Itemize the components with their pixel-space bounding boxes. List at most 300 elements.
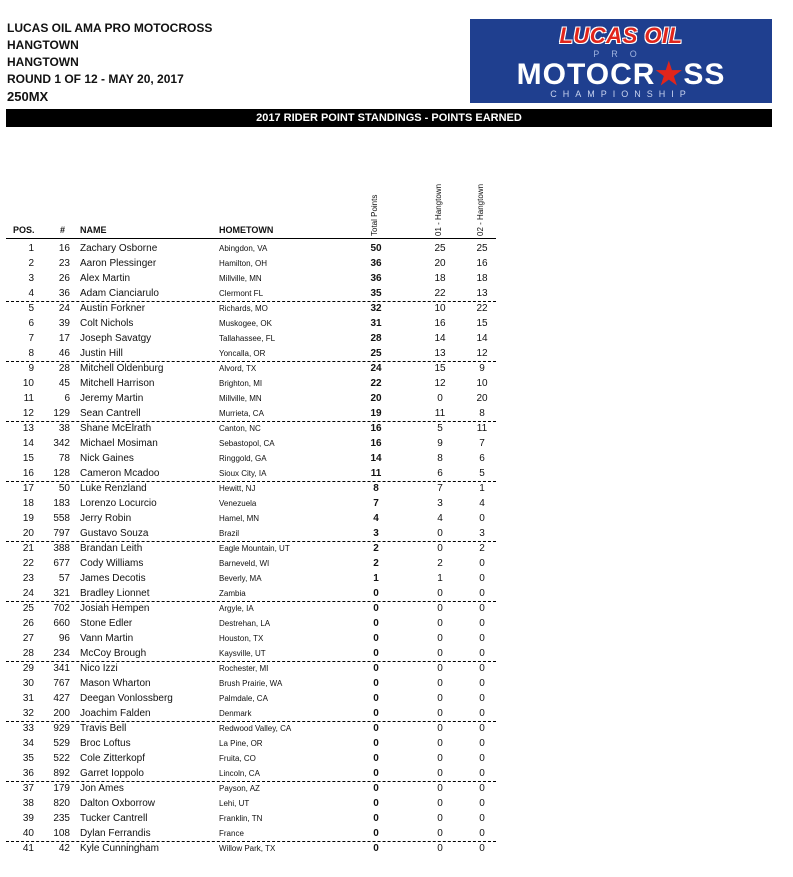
table-row bbox=[0, 571, 500, 586]
cell-num: 38 bbox=[58, 423, 70, 434]
cell-num: 17 bbox=[58, 333, 70, 344]
cell-hometown: Tallahassee, FL bbox=[219, 334, 276, 343]
cell-hometown: Argyle, IA bbox=[219, 604, 254, 613]
cell-num: 522 bbox=[53, 753, 70, 764]
cell-pos: 37 bbox=[22, 783, 34, 794]
table-row bbox=[0, 721, 500, 736]
cell-num: 179 bbox=[53, 783, 70, 794]
cell-r2: 22 bbox=[476, 303, 488, 314]
col-round-1: 01 - Hangtown bbox=[434, 183, 443, 236]
table-row bbox=[0, 586, 500, 601]
cell-pos: 22 bbox=[22, 558, 34, 569]
cell-num: 427 bbox=[53, 693, 70, 704]
table-row bbox=[0, 316, 500, 331]
cell-r1: 0 bbox=[437, 648, 443, 659]
cell-r2: 15 bbox=[476, 318, 488, 329]
cell-r2: 0 bbox=[479, 708, 485, 719]
table-row bbox=[0, 601, 500, 616]
cell-r2: 0 bbox=[479, 678, 485, 689]
cell-r1: 25 bbox=[434, 243, 446, 254]
table-row bbox=[0, 811, 500, 826]
cell-total: 1 bbox=[373, 573, 379, 584]
cell-name: Dylan Ferrandis bbox=[80, 828, 151, 839]
table-row bbox=[0, 631, 500, 646]
cell-num: 558 bbox=[53, 513, 70, 524]
cell-name: Dalton Oxborrow bbox=[80, 798, 156, 809]
cell-num: 50 bbox=[58, 483, 70, 494]
cell-hometown: Hamilton, OH bbox=[219, 259, 268, 268]
cell-name: Michael Mosiman bbox=[80, 438, 158, 449]
cell-num: 36 bbox=[58, 288, 70, 299]
cell-total: 0 bbox=[373, 843, 379, 854]
cell-total: 0 bbox=[373, 723, 379, 734]
cell-num: 797 bbox=[53, 528, 70, 539]
class-label: 250MX bbox=[7, 89, 49, 104]
cell-r2: 0 bbox=[479, 633, 485, 644]
cell-num: 108 bbox=[53, 828, 70, 839]
cell-hometown: Ringgold, GA bbox=[219, 454, 267, 463]
table-row bbox=[0, 826, 500, 841]
cell-r1: 0 bbox=[437, 618, 443, 629]
cell-total: 50 bbox=[370, 243, 382, 254]
cell-num: 702 bbox=[53, 603, 70, 614]
cell-num: 39 bbox=[58, 318, 70, 329]
table-row bbox=[0, 286, 500, 301]
cell-total: 0 bbox=[373, 768, 379, 779]
cell-num: 46 bbox=[58, 348, 70, 359]
logo-lucas-oil: LUCAS OIL bbox=[559, 23, 683, 48]
cell-pos: 41 bbox=[22, 843, 34, 854]
cell-num: 183 bbox=[53, 498, 70, 509]
cell-r2: 6 bbox=[479, 453, 485, 464]
cell-num: 24 bbox=[58, 303, 70, 314]
table-row bbox=[0, 781, 500, 796]
cell-total: 0 bbox=[373, 693, 379, 704]
table-row bbox=[0, 271, 500, 286]
cell-total: 8 bbox=[373, 483, 379, 494]
cell-r2: 0 bbox=[479, 693, 485, 704]
table-row bbox=[0, 256, 500, 271]
table-row bbox=[0, 331, 500, 346]
cell-total: 0 bbox=[373, 603, 379, 614]
cell-r1: 0 bbox=[437, 783, 443, 794]
cell-pos: 6 bbox=[28, 318, 34, 329]
cell-total: 20 bbox=[370, 393, 382, 404]
cell-r2: 0 bbox=[479, 618, 485, 629]
cell-total: 25 bbox=[370, 348, 382, 359]
cell-hometown: Murrieta, CA bbox=[219, 409, 264, 418]
logo-championship: CHAMPIONSHIP bbox=[550, 89, 692, 99]
cell-hometown: Houston, TX bbox=[219, 634, 264, 643]
cell-total: 0 bbox=[373, 738, 379, 749]
cell-r2: 11 bbox=[476, 423, 488, 434]
cell-name: Nico Izzi bbox=[80, 663, 118, 674]
cell-total: 2 bbox=[373, 558, 379, 569]
cell-num: 388 bbox=[53, 543, 70, 554]
cell-r1: 16 bbox=[434, 318, 446, 329]
cell-pos: 9 bbox=[28, 363, 34, 374]
cell-name: Travis Bell bbox=[80, 723, 127, 734]
logo-pro: PRO bbox=[593, 49, 649, 59]
cell-name: Tucker Cantrell bbox=[80, 813, 148, 824]
cell-hometown: Kaysville, UT bbox=[219, 649, 266, 658]
cell-pos: 8 bbox=[28, 348, 34, 359]
cell-pos: 38 bbox=[22, 798, 34, 809]
cell-total: 7 bbox=[373, 498, 379, 509]
cell-total: 0 bbox=[373, 618, 379, 629]
table-row bbox=[0, 556, 500, 571]
cell-hometown: Palmdale, CA bbox=[219, 694, 268, 703]
cell-r2: 20 bbox=[476, 393, 488, 404]
cell-num: 235 bbox=[53, 813, 70, 824]
cell-hometown: Millville, MN bbox=[219, 274, 262, 283]
cell-total: 22 bbox=[370, 378, 382, 389]
cell-r1: 22 bbox=[434, 288, 446, 299]
cell-num: 23 bbox=[58, 258, 70, 269]
cell-pos: 27 bbox=[22, 633, 34, 644]
cell-r2: 25 bbox=[476, 243, 488, 254]
cell-r1: 0 bbox=[437, 603, 443, 614]
cell-hometown: Willow Park, TX bbox=[219, 844, 276, 853]
table-row bbox=[0, 436, 500, 451]
table-row bbox=[0, 541, 500, 556]
cell-r1: 8 bbox=[437, 453, 443, 464]
cell-hometown: Clermont FL bbox=[219, 289, 264, 298]
cell-pos: 28 bbox=[22, 648, 34, 659]
cell-pos: 11 bbox=[23, 393, 34, 404]
cell-pos: 24 bbox=[22, 588, 34, 599]
cell-num: 892 bbox=[53, 768, 70, 779]
cell-total: 0 bbox=[373, 678, 379, 689]
col-hometown: HOMETOWN bbox=[219, 225, 274, 235]
cell-r1: 0 bbox=[437, 633, 443, 644]
cell-total: 0 bbox=[373, 828, 379, 839]
cell-r1: 0 bbox=[437, 723, 443, 734]
cell-r1: 0 bbox=[437, 738, 443, 749]
cell-r2: 0 bbox=[479, 588, 485, 599]
table-row bbox=[0, 766, 500, 781]
cell-hometown: Lincoln, CA bbox=[219, 769, 260, 778]
cell-hometown: Redwood Valley, CA bbox=[219, 724, 292, 733]
cell-r2: 0 bbox=[479, 753, 485, 764]
cell-pos: 40 bbox=[22, 828, 34, 839]
cell-r2: 9 bbox=[479, 363, 485, 374]
cell-r2: 0 bbox=[479, 828, 485, 839]
cell-total: 24 bbox=[370, 363, 382, 374]
cell-hometown: Zambia bbox=[219, 589, 246, 598]
cell-num: 26 bbox=[58, 273, 70, 284]
cell-r2: 0 bbox=[479, 558, 485, 569]
cell-total: 0 bbox=[373, 588, 379, 599]
table-row bbox=[0, 451, 500, 466]
cell-r1: 0 bbox=[437, 843, 443, 854]
cell-hometown: Lehi, UT bbox=[219, 799, 250, 808]
cell-r2: 14 bbox=[476, 333, 488, 344]
cell-total: 32 bbox=[370, 303, 382, 314]
cell-pos: 14 bbox=[22, 438, 34, 449]
logo-motocross: MOTOCR★SS bbox=[516, 58, 726, 91]
table-row bbox=[0, 406, 500, 421]
cell-total: 0 bbox=[373, 753, 379, 764]
cell-pos: 16 bbox=[22, 468, 34, 479]
cell-num: 234 bbox=[53, 648, 70, 659]
cell-name: Jon Ames bbox=[80, 783, 124, 794]
table-row bbox=[0, 466, 500, 481]
cell-pos: 21 bbox=[22, 543, 34, 554]
cell-name: Justin Hill bbox=[80, 348, 123, 359]
cell-r2: 0 bbox=[479, 738, 485, 749]
cell-name: Kyle Cunningham bbox=[80, 843, 159, 854]
table-row bbox=[0, 736, 500, 751]
cell-name: Lorenzo Locurcio bbox=[80, 498, 157, 509]
cell-pos: 35 bbox=[22, 753, 34, 764]
cell-hometown: Richards, MO bbox=[219, 304, 268, 313]
cell-r1: 0 bbox=[437, 678, 443, 689]
cell-r1: 0 bbox=[437, 588, 443, 599]
cell-num: 342 bbox=[53, 438, 70, 449]
col-round-2: 02 - Hangtown bbox=[476, 183, 485, 236]
cell-r2: 4 bbox=[479, 498, 485, 509]
cell-r1: 13 bbox=[434, 348, 446, 359]
cell-pos: 15 bbox=[22, 453, 34, 464]
cell-r1: 0 bbox=[437, 528, 443, 539]
cell-name: Bradley Lionnet bbox=[80, 588, 150, 599]
cell-total: 4 bbox=[373, 513, 379, 524]
cell-num: 96 bbox=[58, 633, 70, 644]
round-date: ROUND 1 OF 12 - MAY 20, 2017 bbox=[7, 72, 184, 86]
cell-hometown: Denmark bbox=[219, 709, 252, 718]
table-row bbox=[0, 646, 500, 661]
cell-pos: 29 bbox=[22, 663, 34, 674]
cell-r2: 1 bbox=[479, 483, 485, 494]
cell-name: Cole Zitterkopf bbox=[80, 753, 146, 764]
cell-name: Gustavo Souza bbox=[80, 528, 149, 539]
cell-hometown: Eagle Mountain, UT bbox=[219, 544, 290, 553]
table-row bbox=[0, 661, 500, 676]
cell-total: 28 bbox=[370, 333, 382, 344]
cell-r2: 0 bbox=[479, 513, 485, 524]
cell-r2: 0 bbox=[479, 648, 485, 659]
cell-name: Garret Ioppolo bbox=[80, 768, 144, 779]
cell-total: 31 bbox=[370, 318, 382, 329]
cell-total: 0 bbox=[373, 663, 379, 674]
cell-name: Shane McElrath bbox=[80, 423, 152, 434]
cell-r2: 0 bbox=[479, 768, 485, 779]
cell-total: 2 bbox=[373, 543, 379, 554]
cell-total: 11 bbox=[370, 468, 382, 479]
cell-hometown: Canton, NC bbox=[219, 424, 261, 433]
cell-pos: 1 bbox=[28, 243, 34, 254]
cell-hometown: Fruita, CO bbox=[219, 754, 256, 763]
cell-pos: 30 bbox=[22, 678, 34, 689]
table-row bbox=[0, 391, 500, 406]
cell-hometown: Sebastopol, CA bbox=[219, 439, 275, 448]
cell-total: 0 bbox=[373, 783, 379, 794]
cell-hometown: Alvord, TX bbox=[219, 364, 257, 373]
cell-hometown: Abingdon, VA bbox=[219, 244, 268, 253]
cell-r1: 0 bbox=[437, 753, 443, 764]
cell-r1: 7 bbox=[437, 483, 443, 494]
cell-num: 660 bbox=[53, 618, 70, 629]
cell-pos: 18 bbox=[22, 498, 34, 509]
cell-r2: 0 bbox=[479, 573, 485, 584]
cell-pos: 26 bbox=[22, 618, 34, 629]
cell-r2: 0 bbox=[479, 723, 485, 734]
cell-num: 341 bbox=[53, 663, 70, 674]
cell-pos: 33 bbox=[22, 723, 34, 734]
cell-r2: 0 bbox=[479, 798, 485, 809]
cell-name: Joseph Savatgy bbox=[80, 333, 152, 344]
cell-total: 3 bbox=[373, 528, 379, 539]
cell-r2: 13 bbox=[476, 288, 488, 299]
cell-pos: 17 bbox=[22, 483, 34, 494]
cell-hometown: Destrehan, LA bbox=[219, 619, 271, 628]
cell-r1: 0 bbox=[437, 663, 443, 674]
cell-r1: 18 bbox=[434, 273, 446, 284]
cell-num: 200 bbox=[53, 708, 70, 719]
table-row bbox=[0, 241, 500, 256]
cell-r1: 0 bbox=[437, 798, 443, 809]
cell-pos: 3 bbox=[28, 273, 34, 284]
cell-r2: 3 bbox=[479, 528, 485, 539]
cell-pos: 5 bbox=[28, 303, 34, 314]
cell-total: 19 bbox=[370, 408, 382, 419]
cell-r1: 0 bbox=[437, 828, 443, 839]
cell-r1: 5 bbox=[437, 423, 443, 434]
cell-name: Nick Gaines bbox=[80, 453, 134, 464]
cell-hometown: Brazil bbox=[219, 529, 240, 538]
cell-pos: 4 bbox=[28, 288, 34, 299]
cell-name: McCoy Brough bbox=[80, 648, 147, 659]
cell-name: Adam Cianciarulo bbox=[80, 288, 159, 299]
cell-hometown: Muskogee, OK bbox=[219, 319, 272, 328]
cell-name: Stone Edler bbox=[80, 618, 133, 629]
cell-pos: 20 bbox=[22, 528, 34, 539]
star-icon: ★ bbox=[655, 58, 684, 91]
cell-num: 6 bbox=[64, 393, 70, 404]
cell-num: 820 bbox=[53, 798, 70, 809]
cell-num: 78 bbox=[58, 453, 70, 464]
cell-hometown: Venezuela bbox=[219, 499, 257, 508]
table-row bbox=[0, 376, 500, 391]
cell-name: Sean Cantrell bbox=[80, 408, 141, 419]
cell-pos: 7 bbox=[28, 333, 34, 344]
cell-hometown: Hewitt, NJ bbox=[219, 484, 256, 493]
cell-total: 36 bbox=[370, 273, 382, 284]
table-row bbox=[0, 361, 500, 376]
cell-r2: 0 bbox=[479, 843, 485, 854]
cell-r1: 15 bbox=[434, 363, 446, 374]
cell-total: 14 bbox=[370, 453, 382, 464]
cell-r1: 12 bbox=[434, 378, 446, 389]
table-row bbox=[0, 796, 500, 811]
header-rule bbox=[6, 238, 496, 239]
cell-pos: 36 bbox=[22, 768, 34, 779]
cell-r2: 0 bbox=[479, 783, 485, 794]
cell-num: 16 bbox=[58, 243, 70, 254]
cell-r2: 2 bbox=[479, 543, 485, 554]
cell-r1: 3 bbox=[437, 498, 443, 509]
cell-r2: 5 bbox=[479, 468, 485, 479]
table-row bbox=[0, 496, 500, 511]
cell-r1: 11 bbox=[434, 408, 446, 419]
col-number: # bbox=[60, 225, 66, 235]
cell-r1: 0 bbox=[437, 768, 443, 779]
cell-r1: 0 bbox=[437, 543, 443, 554]
cell-num: 677 bbox=[53, 558, 70, 569]
cell-num: 45 bbox=[58, 378, 70, 389]
cell-num: 28 bbox=[58, 363, 70, 374]
table-row bbox=[0, 616, 500, 631]
cell-r1: 20 bbox=[434, 258, 446, 269]
cell-r2: 12 bbox=[476, 348, 488, 359]
table-row bbox=[0, 691, 500, 706]
cell-name: Aaron Plessinger bbox=[80, 258, 157, 269]
cell-total: 35 bbox=[370, 288, 382, 299]
cell-num: 929 bbox=[53, 723, 70, 734]
cell-hometown: Hamel, MN bbox=[219, 514, 260, 523]
cell-pos: 12 bbox=[22, 408, 34, 419]
cell-r2: 16 bbox=[476, 258, 488, 269]
table-row bbox=[0, 301, 500, 316]
cell-total: 16 bbox=[370, 438, 382, 449]
cell-hometown: Barneveld, WI bbox=[219, 559, 270, 568]
cell-r2: 18 bbox=[476, 273, 488, 284]
table-row bbox=[0, 526, 500, 541]
table-row bbox=[0, 346, 500, 361]
series-title: LUCAS OIL AMA PRO MOTOCROSS bbox=[7, 21, 213, 35]
cell-total: 0 bbox=[373, 813, 379, 824]
cell-name: Deegan Vonlossberg bbox=[80, 693, 173, 704]
cell-pos: 13 bbox=[22, 423, 34, 434]
cell-hometown: Rochester, MI bbox=[219, 664, 269, 673]
cell-r2: 7 bbox=[479, 438, 485, 449]
table-row bbox=[0, 511, 500, 526]
table-row bbox=[0, 841, 500, 856]
cell-hometown: La Pine, OR bbox=[219, 739, 263, 748]
cell-name: Alex Martin bbox=[80, 273, 131, 284]
cell-hometown: Franklin, TN bbox=[219, 814, 263, 823]
cell-total: 0 bbox=[373, 798, 379, 809]
cell-r1: 0 bbox=[437, 393, 443, 404]
cell-name: Zachary Osborne bbox=[80, 243, 158, 254]
cell-num: 128 bbox=[53, 468, 70, 479]
cell-pos: 19 bbox=[22, 513, 34, 524]
cell-r1: 14 bbox=[434, 333, 446, 344]
cell-name: Mitchell Oldenburg bbox=[80, 363, 164, 374]
cell-name: Vann Martin bbox=[80, 633, 134, 644]
cell-name: James Decotis bbox=[80, 573, 146, 584]
cell-name: Cameron Mcadoo bbox=[80, 468, 160, 479]
cell-pos: 10 bbox=[22, 378, 34, 389]
cell-name: Joachim Falden bbox=[80, 708, 151, 719]
cell-hometown: Brighton, MI bbox=[219, 379, 263, 388]
cell-name: Austin Forkner bbox=[80, 303, 146, 314]
cell-num: 129 bbox=[53, 408, 70, 419]
cell-pos: 32 bbox=[22, 708, 34, 719]
cell-pos: 31 bbox=[22, 693, 34, 704]
table-row bbox=[0, 706, 500, 721]
col-total-points: Total Points bbox=[370, 194, 379, 236]
cell-r1: 4 bbox=[437, 513, 443, 524]
cell-pos: 23 bbox=[22, 573, 34, 584]
cell-name: Broc Loftus bbox=[80, 738, 131, 749]
cell-pos: 34 bbox=[22, 738, 34, 749]
cell-r1: 2 bbox=[437, 558, 443, 569]
cell-hometown: Beverly, MA bbox=[219, 574, 262, 583]
cell-name: Mason Wharton bbox=[80, 678, 151, 689]
cell-r2: 8 bbox=[479, 408, 485, 419]
